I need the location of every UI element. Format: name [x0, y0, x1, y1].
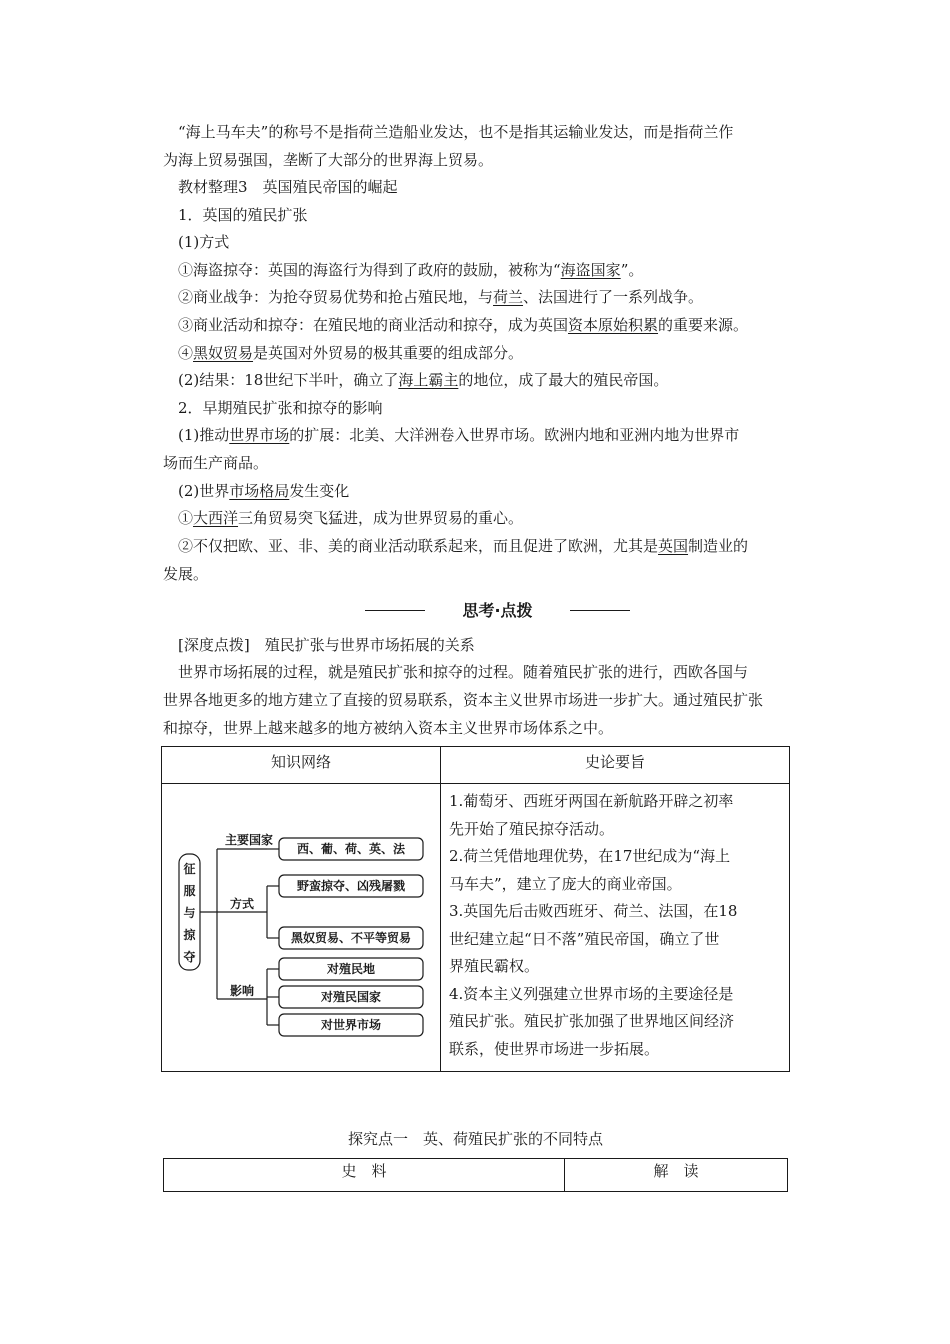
box-colonies-label: 对殖民地 [326, 962, 376, 976]
method-piracy: ①海盗掠夺：英国的海盗行为得到了政府的鼓励，被称为“海盗国家”。 [178, 261, 644, 279]
root-char-2: 服 [183, 884, 196, 898]
section-3-title: 教材整理3 英国殖民帝国的崛起 [178, 178, 398, 196]
box-trade-label: 黑奴贸易、不平等贸易 [290, 931, 412, 945]
branch-countries: 主要国家 [224, 833, 274, 847]
think-separator [365, 598, 630, 624]
result-line: (2)结果：18世纪下半叶，确立了海上霸主的地位，成了最大的殖民帝国。 [178, 371, 669, 389]
deep-line-1: 世界市场拓展的过程，就是殖民扩张和掠夺的过程。随着殖民扩张的进行，西欧各国与 [178, 663, 749, 681]
knowledge-diagram-cell [162, 784, 441, 1072]
header-interpretation: 解 读 [565, 1159, 788, 1192]
box-countries-label: 西、葡、荷、英、法 [296, 842, 406, 856]
answer-netherlands: 荷兰 [493, 288, 524, 306]
answer-sea-hegemon: 海上霸主 [398, 371, 459, 389]
branch-methods: 方式 [229, 897, 255, 911]
answer-pirate-nation: 海盗国家 [560, 261, 621, 279]
header-source: 史 料 [164, 1159, 565, 1192]
deep-analysis-title: [深度点拨] 殖民扩张与世界市场拓展的关系 [178, 636, 475, 654]
point-2: 2.荷兰凭借地理优势，在17世纪成为“海上 马车夫”，建立了庞大的商业帝国。 [449, 847, 731, 893]
impact-europe-cont: 发展。 [163, 565, 209, 583]
intro-line-1: “海上马车夫”的称号不是指荷兰造船业发达，也不是指其运输业发达，而是指荷兰作 [178, 123, 734, 141]
think-title: 思考·点拨 [462, 601, 533, 620]
key-points-cell [441, 784, 790, 1072]
root-char-3: 与 [183, 906, 196, 920]
root-char-1: 征 [183, 862, 196, 876]
answer-atlantic: 大西洋 [193, 509, 239, 527]
answer-slave-trade: 黑奴贸易 [193, 344, 254, 362]
box-world-market-label: 对世界市场 [320, 1018, 382, 1032]
intro-line-2: 为海上贸易强国，垄断了大部分的世界海上贸易。 [163, 151, 494, 169]
impact-market-pattern: (2)世界市场格局发生变化 [178, 482, 350, 500]
header-key-points: 史论要旨 [441, 747, 790, 784]
point-3: 3.英国先后击败西班牙、荷兰、法国，在18 世纪建立起“日不落”殖民帝国，确立了世 界殖民霸权。 [449, 902, 738, 975]
impact-world-market-cont: 场而生产商品。 [163, 454, 269, 472]
branch-impact: 影响 [229, 984, 255, 998]
deep-line-3: 和掠夺，世界上越来越多的地方被纳入资本主义世界市场体系之中。 [163, 719, 614, 737]
point-1: 1.葡萄牙、西班牙两国在新航路开辟之初率 先开始了殖民掠夺活动。 [449, 792, 734, 838]
method-slave-trade: ④黑奴贸易是英国对外贸易的极其重要的组成部分。 [178, 344, 524, 362]
explore-point-title: 探究点一 英、荷殖民扩张的不同特点 [347, 1130, 603, 1148]
point-4: 4.资本主义列强建立世界市场的主要途径是 殖民扩张。殖民扩张加强了世界地区间经济 联系，使世界市场进一步拓展。 [449, 984, 735, 1058]
answer-market-pattern: 市场格局 [229, 482, 290, 500]
method-commercial-war: ②商业战争：为抢夺贸易优势和抢占殖民地，与荷兰、法国进行了一系列战争。 [178, 288, 704, 306]
header-knowledge-network: 知识网络 [162, 747, 441, 784]
knowledge-diagram [162, 784, 440, 1064]
root-char-4: 掠 [183, 928, 196, 942]
impact-atlantic: ①大西洋三角贸易突飞猛进，成为世界贸易的重心。 [178, 509, 524, 527]
answer-world-market: 世界市场 [229, 426, 290, 444]
impact-europe: ②不仅把欧、亚、非、美的商业活动联系起来，而且促进了欧洲，尤其是英国制造业的 [178, 537, 749, 555]
box-colonial-powers-label: 对殖民国家 [320, 990, 382, 1004]
impact-world-market: (1)推动世界市场的扩展：北美、大洋洲卷入世界市场。欧洲内地和亚洲内地为世界市 [178, 426, 740, 444]
impact-heading: 2．早期殖民扩张和掠夺的影响 [178, 399, 383, 417]
methods-heading: (1)方式 [178, 233, 230, 251]
box-plunder-label: 野蛮掠夺、凶残屠戮 [296, 879, 406, 893]
source-analysis-table [163, 1158, 788, 1192]
method-commerce-plunder: ③商业活动和掠夺：在殖民地的商业活动和掠夺，成为英国资本原始积累的重要来源。 [178, 316, 749, 334]
root-char-5: 夺 [183, 950, 196, 964]
answer-england: 英国 [658, 537, 689, 555]
knowledge-network-table [161, 746, 790, 1072]
colonial-expansion-heading: 1．英国的殖民扩张 [178, 206, 308, 224]
deep-line-2: 世界各地更多的地方建立了直接的贸易联系，资本主义世界市场进一步扩大。通过殖民扩张 [163, 691, 764, 709]
answer-primitive-accumulation: 资本原始积累 [568, 316, 659, 334]
